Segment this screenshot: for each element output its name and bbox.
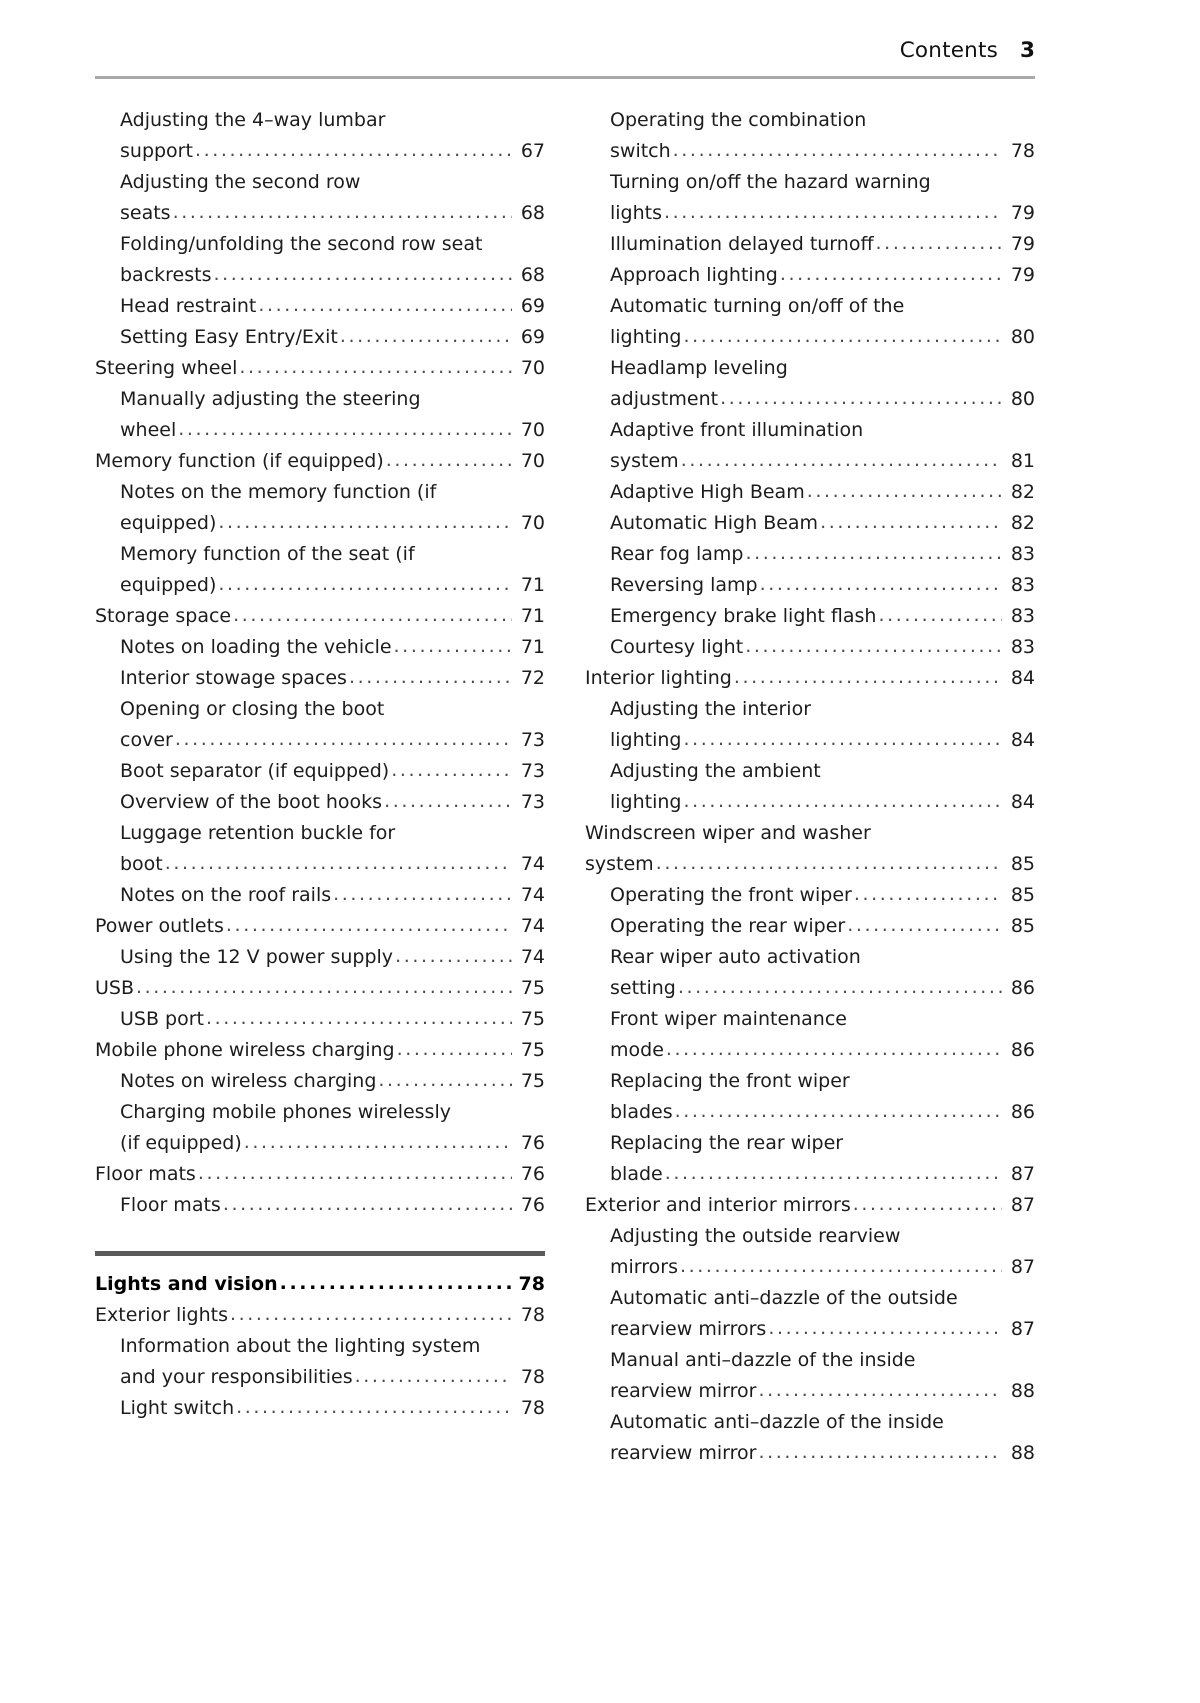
toc-entry-label: Notes on the roof rails bbox=[120, 884, 332, 906]
toc-leader-dots bbox=[807, 489, 1002, 508]
toc-leader-dots bbox=[854, 892, 1002, 911]
toc-page-number: 70 bbox=[520, 450, 545, 472]
toc-page-number: 85 bbox=[1010, 884, 1035, 906]
toc-page-number: 87 bbox=[1010, 1163, 1035, 1185]
toc-entry-last-line bbox=[610, 1097, 1035, 1128]
toc-entry[interactable] bbox=[585, 1128, 1035, 1190]
header-rule bbox=[95, 76, 1035, 79]
toc-leader-dots bbox=[745, 551, 1002, 570]
toc-entry-label: cover bbox=[120, 729, 173, 751]
toc-leader-dots bbox=[206, 1016, 512, 1035]
toc-entry[interactable] bbox=[95, 477, 545, 539]
toc-entry-label: rearview mirror bbox=[610, 1380, 757, 1402]
toc-entry-last-line bbox=[120, 415, 545, 446]
toc-entry-label-line: Adjusting the ambient bbox=[610, 760, 821, 782]
toc-entry-label: USB bbox=[95, 977, 135, 999]
toc-page-number: 74 bbox=[520, 946, 545, 968]
toc-entry[interactable] bbox=[95, 694, 545, 756]
toc-entry-last-line bbox=[610, 973, 1035, 1004]
toc-page-number: 67 bbox=[520, 140, 545, 162]
toc-entry-label-line: Information about the lighting system bbox=[120, 1335, 481, 1357]
toc-leader-dots bbox=[236, 1405, 512, 1424]
toc-page-number: 84 bbox=[1010, 667, 1035, 689]
toc-entry-label: support bbox=[120, 140, 193, 162]
toc-entry-last-line bbox=[610, 1314, 1035, 1345]
toc-leader-dots bbox=[218, 520, 512, 539]
toc-page-number: 85 bbox=[1010, 915, 1035, 937]
toc-entry-label: Interior lighting bbox=[585, 667, 732, 689]
toc-leader-dots bbox=[258, 303, 512, 322]
left-column bbox=[95, 105, 545, 1469]
toc-entry[interactable] bbox=[585, 694, 1035, 756]
toc-entry-label: equipped) bbox=[120, 512, 217, 534]
toc-entry-label: rearview mirror bbox=[610, 1442, 757, 1464]
toc-leader-dots bbox=[673, 148, 1002, 167]
toc-entry-label: (if equipped) bbox=[120, 1132, 242, 1154]
toc-entry-label: seats bbox=[120, 202, 171, 224]
toc-entry[interactable] bbox=[95, 911, 545, 942]
toc-page-number: 69 bbox=[520, 326, 545, 348]
toc-leader-dots bbox=[239, 365, 512, 384]
toc-leader-dots bbox=[656, 861, 1002, 880]
toc-entry-last-line bbox=[120, 1128, 545, 1159]
toc-entry-last-line bbox=[120, 136, 545, 167]
toc-leader-dots bbox=[878, 613, 1002, 632]
toc-entry-label: Exterior lights bbox=[95, 1304, 228, 1326]
toc-entry-label: backrests bbox=[120, 264, 212, 286]
toc-entry-label: Light switch bbox=[120, 1397, 235, 1419]
toc-entry[interactable] bbox=[585, 539, 1035, 570]
toc-leader-dots bbox=[675, 1109, 1002, 1128]
toc-entry-label: Overview of the boot hooks bbox=[120, 791, 383, 813]
toc-entry-label: Adaptive High Beam bbox=[610, 481, 805, 503]
toc-entry-last-line bbox=[610, 1159, 1035, 1190]
toc-leader-dots bbox=[394, 644, 512, 663]
toc-page-number: 83 bbox=[1010, 543, 1035, 565]
toc-leader-dots bbox=[333, 892, 512, 911]
toc-leader-dots bbox=[178, 427, 512, 446]
toc-entry-label-line: Adjusting the second row bbox=[120, 171, 361, 193]
toc-page-number: 78 bbox=[520, 1304, 545, 1326]
toc-entry-label: switch bbox=[610, 140, 671, 162]
toc-entry-label: USB port bbox=[120, 1008, 204, 1030]
toc-page-number: 72 bbox=[520, 667, 545, 689]
toc-entry-label: Floor mats bbox=[120, 1194, 221, 1216]
toc-entry-label: lights bbox=[610, 202, 663, 224]
toc-entry[interactable] bbox=[585, 942, 1035, 1004]
toc-page-number: 82 bbox=[1010, 481, 1035, 503]
toc-entry[interactable] bbox=[95, 1035, 545, 1066]
toc-page-number: 86 bbox=[1010, 1039, 1035, 1061]
toc-entry-label-line: Manual anti–dazzle of the inside bbox=[610, 1349, 916, 1371]
right-column bbox=[585, 105, 1035, 1469]
toc-leader-dots bbox=[684, 737, 1003, 756]
toc-leader-dots bbox=[230, 1312, 512, 1331]
toc-page-number: 68 bbox=[520, 264, 545, 286]
toc-leader-dots bbox=[665, 1171, 1002, 1190]
toc-leader-dots bbox=[233, 613, 512, 632]
toc-entry-label-line: Charging mobile phones wirelessly bbox=[120, 1101, 451, 1123]
toc-page-number: 69 bbox=[520, 295, 545, 317]
toc-entry[interactable] bbox=[95, 1300, 545, 1331]
toc-entry[interactable] bbox=[95, 973, 545, 1004]
toc-entry-label-line: Operating the combination bbox=[610, 109, 867, 131]
toc-leader-dots bbox=[684, 334, 1003, 353]
toc-page-number: 83 bbox=[1010, 605, 1035, 627]
toc-entry-label: Reversing lamp bbox=[610, 574, 758, 596]
toc-entry[interactable] bbox=[95, 787, 545, 818]
toc-leader-dots bbox=[680, 1264, 1002, 1283]
toc-leader-dots bbox=[758, 1388, 1002, 1407]
toc-entry[interactable] bbox=[95, 1393, 545, 1424]
toc-entry-label: Power outlets bbox=[95, 915, 224, 937]
toc-leader-dots bbox=[853, 1202, 1002, 1221]
toc-entry-label-line: Replacing the front wiper bbox=[610, 1070, 850, 1092]
toc-page-number: 73 bbox=[520, 791, 545, 813]
toc-page-number: 74 bbox=[520, 884, 545, 906]
toc-leader-dots bbox=[768, 1326, 1002, 1345]
toc-page-number: 80 bbox=[1010, 326, 1035, 348]
toc-page-number: 87 bbox=[1010, 1194, 1035, 1216]
toc-entry-label: boot bbox=[120, 853, 163, 875]
toc-entry-last-line bbox=[610, 322, 1035, 353]
toc-entry-last-line bbox=[585, 849, 1035, 880]
toc-entry[interactable] bbox=[585, 1004, 1035, 1066]
toc-leader-dots bbox=[223, 1202, 512, 1221]
toc-entry-label: Illumination delayed turnoff bbox=[610, 233, 874, 255]
toc-entry-last-line bbox=[610, 1376, 1035, 1407]
toc-entry[interactable] bbox=[95, 818, 545, 880]
toc-entry-last-line bbox=[610, 787, 1035, 818]
toc-entry[interactable] bbox=[95, 1066, 545, 1097]
toc-entry[interactable] bbox=[585, 818, 1035, 880]
toc-leader-dots bbox=[395, 954, 512, 973]
toc-entry-last-line bbox=[120, 570, 545, 601]
toc-entry-last-line bbox=[120, 725, 545, 756]
toc-entry-label-line: Opening or closing the boot bbox=[120, 698, 385, 720]
toc-entry-label: rearview mirrors bbox=[610, 1318, 767, 1340]
toc-entry[interactable] bbox=[95, 1159, 545, 1190]
toc-entry[interactable] bbox=[585, 632, 1035, 663]
toc-entry[interactable] bbox=[585, 260, 1035, 291]
toc-entry[interactable] bbox=[95, 1269, 545, 1300]
header-page-number: 3 bbox=[1020, 38, 1035, 63]
toc-leader-dots bbox=[218, 582, 512, 601]
toc-entry-label: Operating the front wiper bbox=[610, 884, 852, 906]
toc-entry-label-line: Adaptive front illumination bbox=[610, 419, 864, 441]
toc-leader-dots bbox=[684, 799, 1003, 818]
toc-entry-label-line: Memory function of the seat (if bbox=[120, 543, 415, 565]
toc-entry-last-line bbox=[120, 849, 545, 880]
toc-entry[interactable] bbox=[95, 1190, 545, 1221]
toc-entry-label: mode bbox=[610, 1039, 664, 1061]
toc-leader-dots bbox=[280, 1281, 512, 1300]
toc-entry[interactable] bbox=[585, 167, 1035, 229]
toc-leader-dots bbox=[391, 768, 512, 787]
toc-entry[interactable] bbox=[95, 601, 545, 632]
toc-page-number: 87 bbox=[1010, 1318, 1035, 1340]
toc-page-number: 78 bbox=[520, 1397, 545, 1419]
toc-page-number: 73 bbox=[520, 729, 545, 751]
toc-page-number: 70 bbox=[520, 357, 545, 379]
toc-entry-label: lighting bbox=[610, 729, 682, 751]
toc-entry[interactable] bbox=[585, 229, 1035, 260]
toc-entry-label: Rear fog lamp bbox=[610, 543, 744, 565]
toc-page-number: 86 bbox=[1010, 1101, 1035, 1123]
toc-entry-label-line: Rear wiper auto activation bbox=[610, 946, 861, 968]
toc-entry-label-line: Automatic anti–dazzle of the outside bbox=[610, 1287, 958, 1309]
toc-entry-label: wheel bbox=[120, 419, 177, 441]
toc-entry[interactable] bbox=[585, 880, 1035, 911]
toc-leader-dots bbox=[340, 334, 512, 353]
toc-leader-dots bbox=[681, 458, 1002, 477]
toc-entry-last-line bbox=[610, 136, 1035, 167]
section-divider bbox=[95, 1251, 545, 1256]
toc-entry-label-line: Windscreen wiper and washer bbox=[585, 822, 871, 844]
toc-entry-label: Exterior and interior mirrors bbox=[585, 1194, 851, 1216]
toc-entry-label: Storage space bbox=[95, 605, 232, 627]
toc-entry-label-line: Adjusting the outside rearview bbox=[610, 1225, 901, 1247]
toc-entry-label: system bbox=[585, 853, 654, 875]
toc-page-number: 83 bbox=[1010, 636, 1035, 658]
toc-entry[interactable] bbox=[585, 1066, 1035, 1128]
toc-page-number: 84 bbox=[1010, 729, 1035, 751]
toc-entry[interactable] bbox=[95, 446, 545, 477]
toc-entry[interactable] bbox=[95, 942, 545, 973]
toc-entry-label: setting bbox=[610, 977, 676, 999]
toc-entry-label-line: Adjusting the interior bbox=[610, 698, 812, 720]
toc-entry[interactable] bbox=[95, 384, 545, 446]
toc-entry[interactable] bbox=[585, 1221, 1035, 1283]
toc-leader-dots bbox=[175, 737, 512, 756]
toc-page-number: 79 bbox=[1010, 202, 1035, 224]
toc-entry-label: and your responsibilities bbox=[120, 1366, 353, 1388]
toc-entry-label: equipped) bbox=[120, 574, 217, 596]
toc-entry-label: Notes on loading the vehicle bbox=[120, 636, 392, 658]
toc-entry-last-line bbox=[610, 1438, 1035, 1469]
toc-page-number: 88 bbox=[1010, 1380, 1035, 1402]
toc-entry[interactable] bbox=[585, 1190, 1035, 1221]
toc-page-number: 71 bbox=[520, 636, 545, 658]
toc-entry[interactable] bbox=[585, 1407, 1035, 1469]
toc-leader-dots bbox=[165, 861, 512, 880]
toc-entry[interactable] bbox=[95, 632, 545, 663]
toc-page-number: 74 bbox=[520, 915, 545, 937]
toc-entry-label-line: Front wiper maintenance bbox=[610, 1008, 847, 1030]
toc-entry[interactable] bbox=[95, 663, 545, 694]
toc-leader-dots bbox=[244, 1140, 512, 1159]
toc-entry-label-line: Automatic turning on/off of the bbox=[610, 295, 905, 317]
toc-entry-label: Floor mats bbox=[95, 1163, 196, 1185]
toc-leader-dots bbox=[760, 582, 1002, 601]
toc-entry-label: adjustment bbox=[610, 388, 719, 410]
toc-entry[interactable] bbox=[95, 1331, 545, 1393]
toc-leader-dots bbox=[820, 520, 1002, 539]
toc-entry-label: Setting Easy Entry/Exit bbox=[120, 326, 338, 348]
toc-leader-dots bbox=[384, 799, 512, 818]
toc-entry-label: Notes on wireless charging bbox=[120, 1070, 377, 1092]
toc-page-number: 76 bbox=[520, 1132, 545, 1154]
toc-entry-label: lighting bbox=[610, 791, 682, 813]
toc-entry-label: Head restraint bbox=[120, 295, 257, 317]
toc-leader-dots bbox=[720, 396, 1002, 415]
toc-entry-label: blades bbox=[610, 1101, 673, 1123]
toc-entry-label: Approach lighting bbox=[610, 264, 778, 286]
toc-entry-label: Using the 12 V power supply bbox=[120, 946, 394, 968]
toc-leader-dots bbox=[136, 985, 512, 1004]
toc-page-number: 78 bbox=[520, 1366, 545, 1388]
toc-page-number: 82 bbox=[1010, 512, 1035, 534]
toc-entry-last-line bbox=[610, 1035, 1035, 1066]
toc-entry-last-line bbox=[610, 384, 1035, 415]
toc-page-number: 81 bbox=[1010, 450, 1035, 472]
toc-entry-last-line bbox=[610, 198, 1035, 229]
toc-entry[interactable] bbox=[585, 353, 1035, 415]
toc-entry-label-line: Headlamp leveling bbox=[610, 357, 788, 379]
page-header bbox=[95, 38, 1035, 63]
toc-page-number: 68 bbox=[520, 202, 545, 224]
toc-leader-dots bbox=[226, 923, 512, 942]
toc-entry-label: Lights and vision bbox=[95, 1273, 278, 1295]
toc-entry-label-line: Adjusting the 4–way lumbar bbox=[120, 109, 386, 131]
toc-entry-last-line bbox=[610, 725, 1035, 756]
toc-entry-label: Emergency brake light flash bbox=[610, 605, 877, 627]
toc-entry-label: Automatic High Beam bbox=[610, 512, 819, 534]
toc-entry[interactable] bbox=[585, 663, 1035, 694]
toc-page-number: 84 bbox=[1010, 791, 1035, 813]
toc-entry-label-line: Manually adjusting the steering bbox=[120, 388, 421, 410]
toc-leader-dots bbox=[745, 644, 1002, 663]
toc-entry[interactable] bbox=[95, 880, 545, 911]
toc-leader-dots bbox=[213, 272, 512, 291]
toc-entry-label: lighting bbox=[610, 326, 682, 348]
toc-page-number: 78 bbox=[1010, 140, 1035, 162]
toc-leader-dots bbox=[876, 241, 1002, 260]
toc-entry-label: Interior stowage spaces bbox=[120, 667, 347, 689]
toc-page-number: 73 bbox=[520, 760, 545, 782]
toc-entry[interactable] bbox=[95, 291, 545, 322]
toc-entry[interactable] bbox=[585, 291, 1035, 353]
toc-page-number: 74 bbox=[520, 853, 545, 875]
toc-entry[interactable] bbox=[585, 911, 1035, 942]
toc-entry[interactable] bbox=[585, 477, 1035, 508]
toc-leader-dots bbox=[758, 1450, 1002, 1469]
toc-page-number: 87 bbox=[1010, 1256, 1035, 1278]
toc-entry[interactable] bbox=[95, 1097, 545, 1159]
toc-entry-last-line bbox=[120, 198, 545, 229]
toc-leader-dots bbox=[780, 272, 1002, 291]
toc-entry-last-line bbox=[120, 260, 545, 291]
toc-entry[interactable] bbox=[585, 1345, 1035, 1407]
toc-leader-dots bbox=[678, 985, 1002, 1004]
toc-leader-dots bbox=[847, 923, 1002, 942]
toc-page-number: 70 bbox=[520, 419, 545, 441]
toc-columns bbox=[95, 105, 1035, 1469]
toc-page-number: 86 bbox=[1010, 977, 1035, 999]
toc-entry[interactable] bbox=[585, 508, 1035, 539]
toc-entry[interactable] bbox=[95, 353, 545, 384]
toc-entry-label: Operating the rear wiper bbox=[610, 915, 846, 937]
toc-entry[interactable] bbox=[585, 601, 1035, 632]
toc-entry-last-line bbox=[120, 508, 545, 539]
toc-page-number: 78 bbox=[518, 1273, 545, 1295]
toc-entry-label-line: Turning on/off the hazard warning bbox=[610, 171, 931, 193]
toc-leader-dots bbox=[378, 1078, 512, 1097]
toc-page-number: 79 bbox=[1010, 233, 1035, 255]
toc-page-number: 79 bbox=[1010, 264, 1035, 286]
toc-entry[interactable] bbox=[95, 229, 545, 291]
toc-page-number: 85 bbox=[1010, 853, 1035, 875]
toc-entry-label: mirrors bbox=[610, 1256, 678, 1278]
toc-entry-label: Mobile phone wireless charging bbox=[95, 1039, 395, 1061]
page-title: Contents bbox=[899, 38, 999, 63]
toc-entry[interactable] bbox=[95, 756, 545, 787]
toc-page-number: 71 bbox=[520, 605, 545, 627]
toc-page-number: 83 bbox=[1010, 574, 1035, 596]
toc-page-number: 71 bbox=[520, 574, 545, 596]
toc-leader-dots bbox=[349, 675, 512, 694]
toc-leader-dots bbox=[355, 1374, 512, 1393]
toc-entry-label-line: Folding/unfolding the second row seat bbox=[120, 233, 483, 255]
toc-entry[interactable] bbox=[95, 1004, 545, 1035]
toc-entry[interactable] bbox=[585, 756, 1035, 818]
toc-page-number: 75 bbox=[520, 977, 545, 999]
toc-entry-label-line: Automatic anti–dazzle of the inside bbox=[610, 1411, 944, 1433]
toc-entry-label: Steering wheel bbox=[95, 357, 238, 379]
toc-entry[interactable] bbox=[585, 570, 1035, 601]
toc-leader-dots bbox=[198, 1171, 512, 1190]
toc-entry-label: Memory function (if equipped) bbox=[95, 450, 384, 472]
toc-entry-label-line: Notes on the memory function (if bbox=[120, 481, 437, 503]
toc-entry[interactable] bbox=[585, 415, 1035, 477]
toc-entry-label: blade bbox=[610, 1163, 663, 1185]
toc-leader-dots bbox=[734, 675, 1002, 694]
toc-entry-last-line bbox=[120, 1362, 545, 1393]
toc-entry-label-line: Luggage retention buckle for bbox=[120, 822, 396, 844]
toc-entry-label: Boot separator (if equipped) bbox=[120, 760, 390, 782]
toc-entry[interactable] bbox=[585, 105, 1035, 167]
toc-leader-dots bbox=[173, 210, 512, 229]
toc-entry[interactable] bbox=[585, 1283, 1035, 1345]
toc-entry[interactable] bbox=[95, 105, 545, 167]
toc-leader-dots bbox=[666, 1047, 1002, 1066]
toc-entry[interactable] bbox=[95, 167, 545, 229]
toc-entry-last-line bbox=[610, 446, 1035, 477]
toc-leader-dots bbox=[664, 210, 1002, 229]
toc-entry-label: system bbox=[610, 450, 679, 472]
toc-page-number: 76 bbox=[520, 1194, 545, 1216]
toc-page-number: 88 bbox=[1010, 1442, 1035, 1464]
toc-entry-label-line: Replacing the rear wiper bbox=[610, 1132, 844, 1154]
toc-leader-dots bbox=[195, 148, 512, 167]
toc-page-number: 75 bbox=[520, 1070, 545, 1092]
toc-page-number: 76 bbox=[520, 1163, 545, 1185]
toc-page-number: 75 bbox=[520, 1039, 545, 1061]
toc-leader-dots bbox=[386, 458, 512, 477]
toc-entry[interactable] bbox=[95, 539, 545, 601]
toc-leader-dots bbox=[397, 1047, 512, 1066]
toc-entry-last-line bbox=[610, 1252, 1035, 1283]
toc-page-number: 80 bbox=[1010, 388, 1035, 410]
toc-entry-label: Courtesy light bbox=[610, 636, 744, 658]
toc-page-number: 75 bbox=[520, 1008, 545, 1030]
toc-entry[interactable] bbox=[95, 322, 545, 353]
toc-page-number: 70 bbox=[520, 512, 545, 534]
